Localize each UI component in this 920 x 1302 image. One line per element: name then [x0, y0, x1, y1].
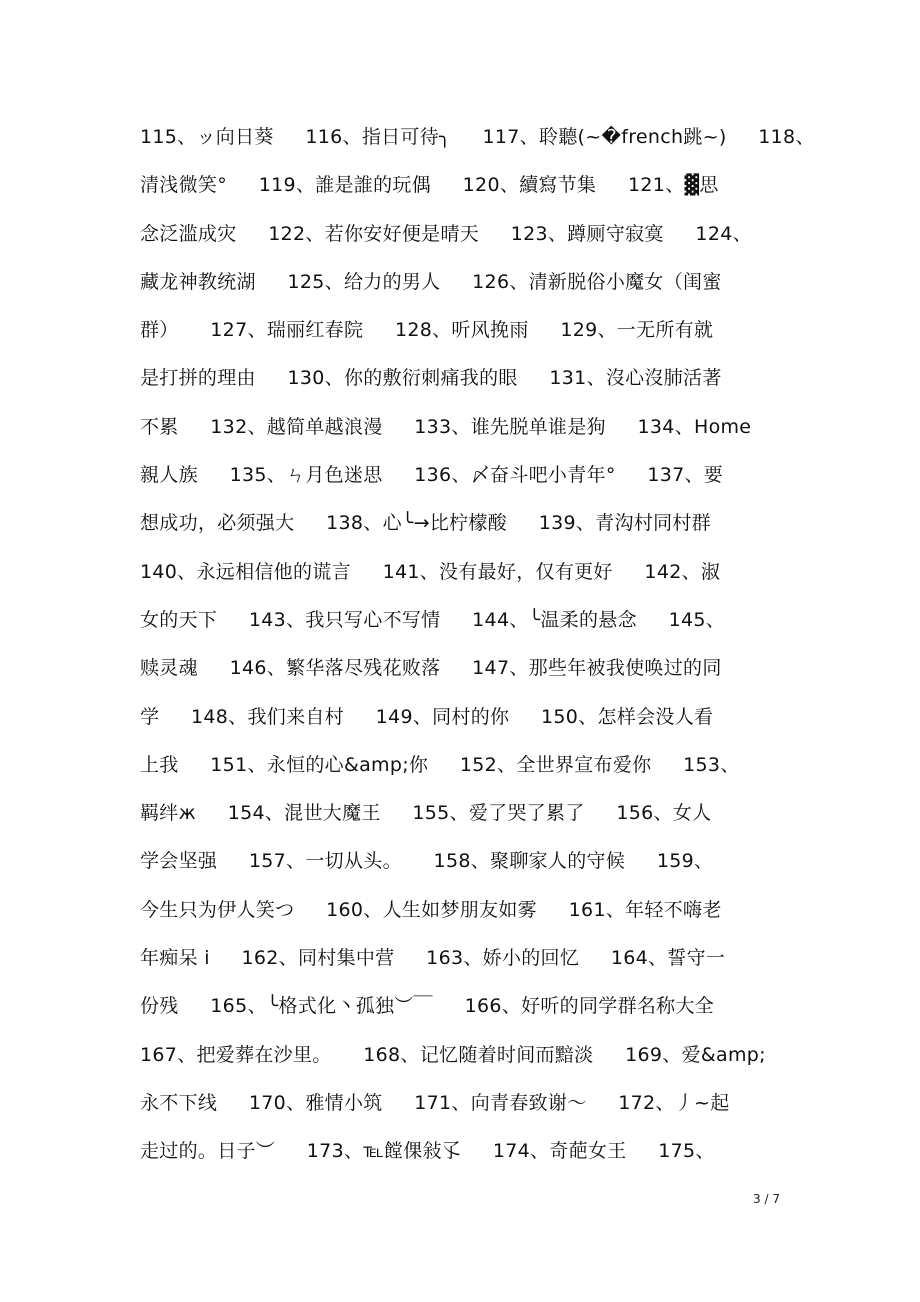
text-line: 是打拼的理由 130、你的敷衍刺痛我的眼 131、沒心沒肺活著 — [140, 367, 722, 390]
text-line: 今生只为伊人笑つ 160、人生如梦朋友如雾 161、年轻不嗨老 — [140, 898, 722, 921]
body-text — [140, 113, 815, 1176]
text-line: 167、把爱葬在沙里。 168、记忆随着时间而黯淡 169、爱&amp; — [140, 1043, 766, 1066]
text-line: 学会坚强 157、一切从头。 158、聚聊家人的守候 159、 — [140, 850, 714, 873]
text-line: 清浅微笑° 119、誰是誰的玩偶 120、續寫节集 121、▓思 — [140, 174, 719, 197]
text-line: 上我 151、永恒的心&amp;你 152、全世界宣布爱你 153、 — [140, 753, 740, 776]
text-line: 年痴呆 i 162、同村集中营 163、娇小的回忆 164、誓守一 — [140, 947, 726, 970]
text-line: 女的天下 143、我只写心不写情 144、╰温柔的悬念 145、 — [140, 608, 726, 631]
text-line: 藏龙神教统湖 125、给力的男人 126、清新脱俗小魔女（闺蜜 — [140, 270, 722, 293]
text-line: 走过的。日子︶ 173、℡饄倮敍孓 174、奇葩女王 175、 — [140, 1140, 715, 1163]
page-number: 3 / 7 — [753, 1192, 780, 1206]
text-line: 学 148、我们来自村 149、同村的你 150、怎样会没人看 — [140, 705, 714, 728]
text-line: 親人族 135、ㄣ月色迷思 136、〆奋斗吧小青年° 137、要 — [140, 464, 724, 487]
text-line: 115、ッ向日葵 116、指日可待╮ 117、聆聽(~�french跳~) 118、 — [140, 126, 815, 148]
text-line: 140、永远相信他的谎言 141、没有最好，仅有更好 142、淑 — [140, 560, 721, 583]
text-line: 羁绊ж 154、混世大魔王 155、爱了哭了累了 156、女人 — [140, 802, 712, 825]
text-line: 赎灵魂 146、繁华落尽残花败落 147、那些年被我使唤过的同 — [140, 657, 722, 680]
text-line: 永不下线 170、雅情小筑 171、向青春致谢～ 172、丿~起 — [140, 1091, 730, 1114]
text-line: 群） 127、瑞丽红春院 128、听风挽雨 129、一无所有就 — [140, 319, 714, 342]
text-line: 念泛滥成灾 122、若你安好便是晴天 123、蹲厕守寂寞 124、 — [140, 222, 752, 245]
text-line: 想成功，必须强大 138、心╰→比柠檬酸 139、青沟村同村群 — [140, 512, 711, 535]
text-line: 份残 165、╰格式化丶孤独︶￣ 166、好听的同学群名称大全 — [140, 995, 715, 1018]
text-line: 不累 132、越简单越浪漫 133、谁先脱单谁是狗 134、Home — [140, 415, 752, 438]
